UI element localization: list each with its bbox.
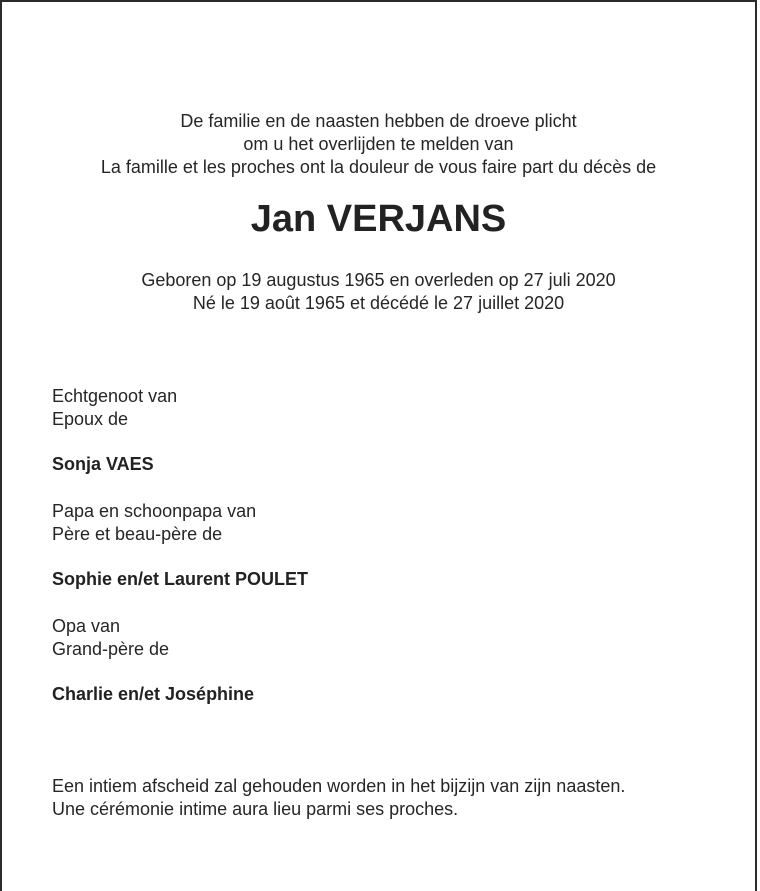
spouse-name: Sonja VAES	[52, 454, 154, 474]
relation-grandchildren	[52, 615, 254, 706]
intro-line-fr: La famille et les proches ont la douleur de vous faire part du décès de	[100, 157, 657, 177]
relation-spouse	[52, 385, 177, 476]
children-names: Sophie en/et Laurent POULET	[52, 569, 309, 589]
closing-line-fr: Une cérémonie intime aura lieu parmi ses proches.	[52, 799, 459, 819]
dates-line-nl: Geboren op 19 augustus 1965 en overleden op 27 juli 2020	[141, 270, 616, 290]
grandchildren-label-fr: Grand-père de	[52, 639, 170, 659]
grandchildren-label-nl: Opa van	[52, 616, 121, 636]
deceased-name: Jan VERJANS	[250, 198, 507, 240]
closing-text	[52, 775, 625, 821]
intro-line-nl-1: De familie en de naasten hebben de droeve plicht	[180, 111, 577, 131]
intro-text	[0, 110, 757, 179]
children-label-fr: Père et beau-père de	[52, 524, 223, 544]
intro-line-nl-2: om u het overlijden te melden van	[243, 134, 514, 154]
birth-death-dates	[0, 269, 757, 315]
closing-line-nl: Een intiem afscheid zal gehouden worden in het bijzijn van zijn naasten.	[52, 776, 626, 796]
relation-children	[52, 500, 308, 591]
spouse-label-nl: Echtgenoot van	[52, 386, 178, 406]
children-label-nl: Papa en schoonpapa van	[52, 501, 257, 521]
grandchildren-names: Charlie en/et Joséphine	[52, 684, 255, 704]
dates-line-fr: Né le 19 août 1965 et décédé le 27 juillet 2020	[192, 293, 565, 313]
spouse-label-fr: Epoux de	[52, 409, 129, 429]
